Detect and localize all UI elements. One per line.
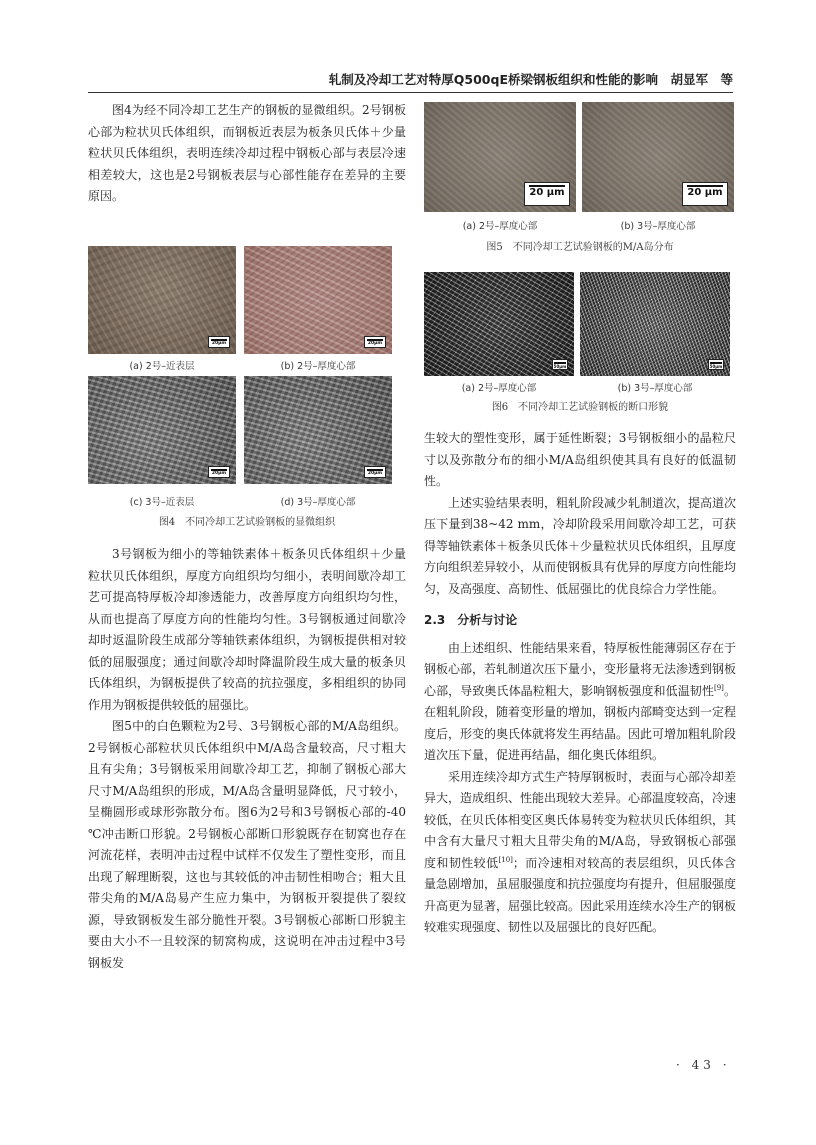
paragraph: 采用连续冷却方式生产特厚钢板时，表面与心部冷却差异大，造成组织、性能出现较大差异。心部温度较高，冷速较低，在贝氏体相变区奥氏体易转变为粒状贝氏体组织，其中含有大量尺寸粗大且带尖角的M/A岛，导致钢板心部强度和韧性较低[10]；而冷速相对较高的表层组织，贝氏体含量急剧增加，虽屈服强度和抗拉强度均有提升，但屈服强度升高更为显著，屈强比较高。因此采用连续水冷生产的钢板较难实现强度、韧性以及屈强比的良好匹配。 [424,769,737,934]
citation-ref: [9] [713,683,724,692]
micrograph-image [244,246,392,354]
citation-ref: [10] [498,855,513,864]
section-heading: 2.3 分析与讨论 [424,613,518,627]
micrograph-image [244,376,392,484]
running-header [88,62,733,93]
subfigure-label: (b) 2号–厚度心部 [280,361,356,372]
fractograph-image [580,272,730,376]
figure-5 [424,102,736,254]
scale-bar: 50μm [708,359,724,370]
fractograph-image [424,272,574,376]
scale-bar: 20 μm [524,182,570,206]
micrograph-image [582,102,734,212]
right-column [424,428,736,939]
left-column-bottom [88,544,406,974]
figure-caption: 图4 不同冷却工艺试验钢板的显微组织 [158,517,336,528]
paragraph: 上述实验结果表明，粗轧阶段减少轧制道次，提高道次压下量到38~42 mm，冷却阶段采用间歇冷却工艺，可获得等轴铁素体＋板条贝氏体＋少量粒状贝氏体组织，且厚度方向组织差异较小，从而使钢板具有优异的厚度方向性能均匀，及高强度、高韧性、低屈强比的优良综合力学性能。 [424,495,737,596]
page-number: · 43 · [676,1058,731,1072]
scale-bar: 20 μm [682,182,728,206]
subfigure-label: (c) 3号–近表层 [129,497,195,508]
figure-caption: 图5 不同冷却工艺试验钢板的M/A岛分布 [486,242,674,253]
subfigure-label: (a) 2号–近表层 [129,361,195,372]
figure-4 [88,244,406,534]
micrograph-image [88,246,236,354]
figure-6 [424,272,736,414]
figure-caption: 图6 不同冷却工艺试验钢板的断口形貌 [491,402,669,413]
subfigure-label: (b) 3号–厚度心部 [620,221,696,232]
paragraph: 图4为经不同冷却工艺生产的钢板的显微组织。2号钢板心部为粒状贝氏体组织，而钢板近表层为板条贝氏体＋少量粒状贝氏体组织，表明连续冷却过程中钢板心部与表层冷速相差较大，这也是2号钢板表层与心部性能存在差异的主要原因。 [88,103,406,203]
paragraph: 生较大的塑性变形，属于延性断裂；3号钢板细小的晶粒尺寸以及弥散分布的细小M/A岛组织使其具有良好的低温韧性。 [424,431,736,488]
subfigure-label: (a) 2号–厚度心部 [461,383,537,394]
scale-bar: 20μm [364,466,386,478]
left-column-top [88,100,406,208]
paragraph: 图5中的白色颗粒为2号、3号钢板心部的M/A岛组织。2号钢板心部粒状贝氏体组织中M/A岛含量较高，尺寸粗大且有尖角；3号钢板采用间歇冷却工艺，抑制了钢板心部大尺寸M/A岛组织的形成，M/A岛含量明显降低，尺寸较小，呈椭圆形或球形弥散分布。图6为2号和3号钢板心部的-40 ℃冲击断口形貌。2号钢板心部断口形貌既存在韧窝也存在河流花样，表明冲击过程中试样不仅发生了塑性变形，而且出现了解理断裂，这也与其较低的冲击韧性相吻合；粗大且带尖角的M/A岛易产生应力集中，为钢板开裂提供了裂纹源，导致钢板发生部分脆性开裂。3号钢板心部断口形貌主要由大小不一且较深的韧窝构成，这说明在冲击过程中3号钢板发 [88,719,406,970]
subfigure-label: (d) 3号–厚度心部 [280,497,356,508]
header-title: 轧制及冷却工艺对特厚Q500qE桥梁钢板组织和性能的影响 胡显军 等 [328,72,733,87]
scale-bar: 20μm [208,336,230,348]
paragraph: 由上述组织、性能结果来看，特厚板性能薄弱区存在于钢板心部，若轧制道次压下量小，变形量将无法渗透到钢板心部，导致奥氏体晶粒粗大，影响钢板强度和低温韧性[9]。在粗轧阶段，随着变形量的增加，钢板内部畸变达到一定程度后，形变的奥氏体就将发生再结晶。因此可增加粗轧阶段道次压下量，促进再结晶，细化奥氏体组织。 [424,640,737,762]
subfigure-label: (b) 3号–厚度心部 [617,383,693,394]
scale-bar: 50μm [552,359,568,370]
micrograph-image [88,376,236,484]
subfigure-label: (a) 2号–厚度心部 [462,221,538,232]
micrograph-image [424,102,576,212]
scale-bar: 20μm [208,466,230,478]
paragraph: 3号钢板为细小的等轴铁素体＋板条贝氏体组织＋少量粒状贝氏体组织，厚度方向组织均匀细小，表明间歇冷却工艺可提高特厚板冷却渗透能力，改善厚度方向组织均匀性，从而也提高了厚度方向的性能均匀性。3号钢板通过间歇冷却时返温阶段生成部分等轴铁素体组织，为钢板提供相对较低的屈服强度；通过间歇冷却时降温阶段生成大量的板条贝氏体组织，为钢板提供了较高的抗拉强度，多相组织的协同作用为钢板提供较低的屈强比。 [88,547,406,712]
scale-bar: 20μm [364,336,386,348]
